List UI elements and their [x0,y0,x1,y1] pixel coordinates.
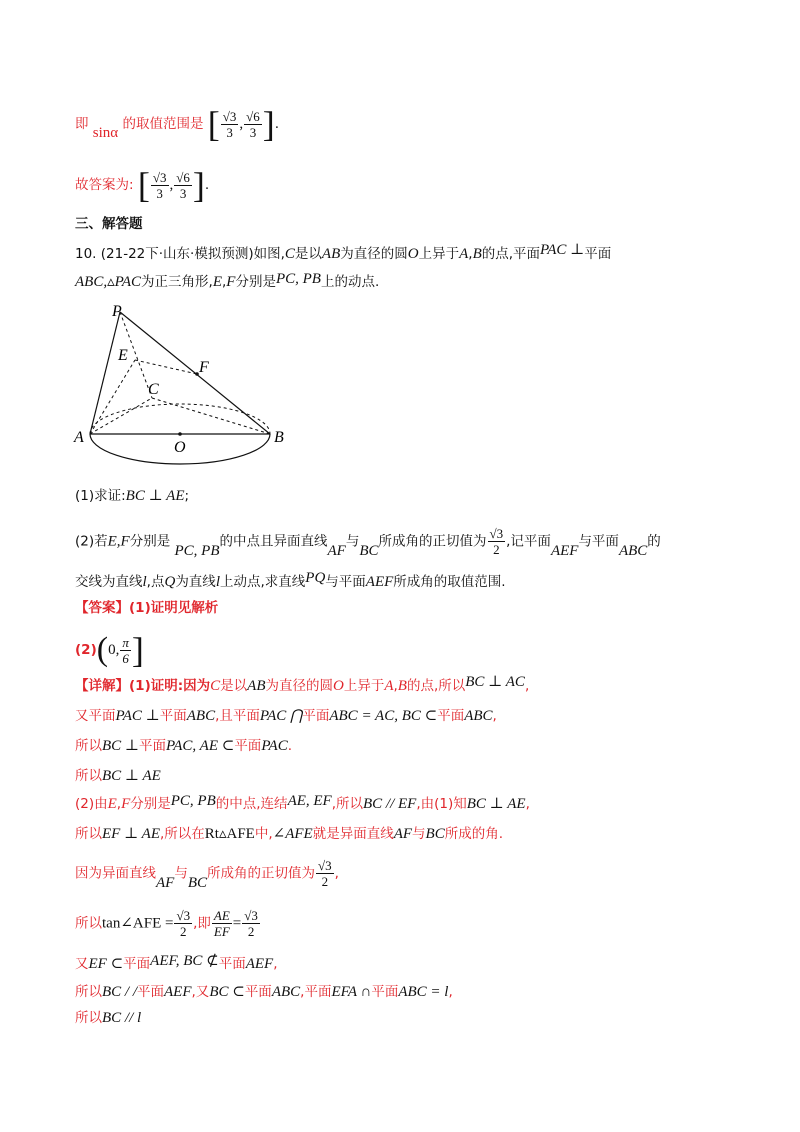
part-1: (1)求证:BC ⊥ AE; [75,488,190,504]
part-2-line-1: (2)若E,F分别是 PC, PB的中点且异面直线AF与BC所成角的正切值为 $\frac{√3}{2}$ ,记平面AEF与平面ABC的 [75,526,661,559]
detail-row-6: 所以EF ⊥ AE,所以在Rt▵AFE中,∠AFE就是异面直线AF与BC所成的角. [75,826,503,842]
point-o [178,432,182,436]
right-bracket: ] [262,104,275,144]
answer-heading: 【答案】(1)证明见解析 [75,600,219,616]
label-o: O [174,439,186,456]
part-2-line-2: 交线为直线l,点Q为直线l上动点,求直线PQ与平面AEF所成角的取值范围. [75,570,506,590]
answer-part-2: (2)(0, $\frac{\pi}{6}$ ] [75,630,144,670]
sin-alpha: sinα [92,125,119,141]
detail-row-2: 又平面PAC ⊥平面ABC,且平面PAC ⋂平面ABC = AC, BC ⊂平面ABC, [75,708,497,724]
left-bracket: [ [207,104,220,144]
range-line: 即 sinα 的取值范围是 [ $\frac{√3}{3}$ , $\frac{√6}{3}$ ]. [75,104,280,144]
detail-row-8: 所以tan∠AFE = $\frac{√3}{2}$ ,即 $\frac{AE}{EF}$ = $\frac{√3}{2}$ [75,908,258,939]
text: 即 [75,116,89,132]
label-p: P [112,303,122,320]
detail-row-1: 【详解】(1)证明:因为C是以AB为直径的圆O上异于A,B的点,所以BC ⊥ AC, [75,674,530,694]
detail-row-9: 又EF ⊂平面AEF, BC ⊄平面AEF, [75,953,278,972]
detail-row-3: 所以BC ⊥平面PAC, AE ⊂平面PAC. [75,738,293,754]
label-b: B [274,429,284,446]
fraction: $\frac{√6}{3}$ [246,108,260,140]
segment-pa [90,312,120,434]
label-c: C [148,381,159,398]
section-heading: 三、解答题 [75,216,143,232]
segment-ae [90,360,135,434]
label-e: E [118,347,128,364]
fraction: $\frac{√3}{3}$ [222,108,237,140]
label-a: A [74,429,84,446]
detail-row-4: 所以BC ⊥ AE [75,768,161,784]
text: 的取值范围是 [122,116,204,132]
detail-row-10: 所以BC / /平面AEF,又BC ⊂平面ABC,平面EFA ∩平面ABC = l, [75,984,453,1000]
geometry-figure [70,300,310,470]
label-f: F [199,359,209,376]
detail-row-11: 所以BC // l [75,1010,142,1026]
ellipse-back [90,404,270,434]
detail-row-5: (2)由E,F分别是PC, PB的中点,连结AE, EF,所以BC // EF,由(1)知BC ⊥ AE, [75,793,530,812]
question-line-1: 10. (21-22下·山东·模拟预测)如图,C是以AB为直径的圆O上异于A,B的点,平面PAC ⊥平面 [75,242,612,262]
answer-line: 故答案为: [ $\frac{√3}{3}$ , $\frac{√6}{3}$ ]. [75,165,210,205]
detail-row-7: 因为异面直线AF与BC所成角的正切值为 $\frac{√3}{2}$ , [75,858,339,891]
question-line-2: ABC,▵PAC为正三角形,E,F分别是PC, PB上的动点. [75,271,380,290]
segment-cb [152,398,270,434]
segment-ac [90,398,152,434]
segment-pb [120,312,270,434]
text: 故答案为: [75,177,134,193]
